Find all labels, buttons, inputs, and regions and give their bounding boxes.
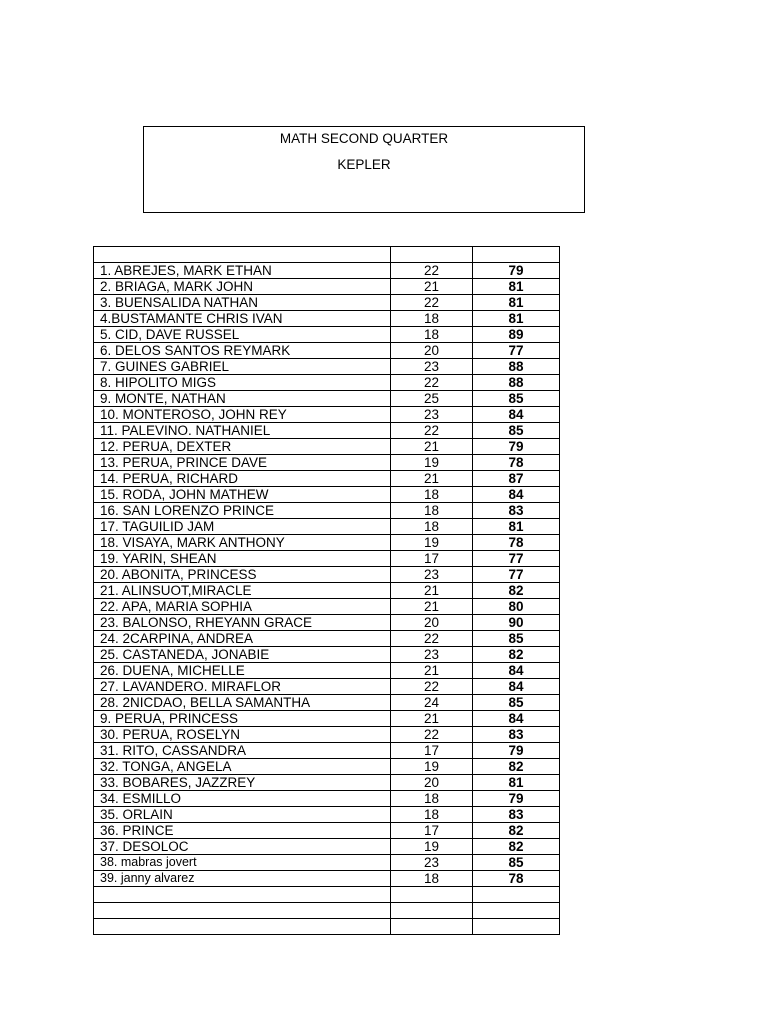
student-name: 36. PRINCE xyxy=(94,823,391,839)
table-row xyxy=(94,839,560,855)
student-grade: 81 xyxy=(473,311,560,327)
student-score: 18 xyxy=(391,327,473,343)
empty-row xyxy=(94,919,560,935)
student-name: 5. CID, DAVE RUSSEL xyxy=(94,327,391,343)
student-score: 19 xyxy=(391,839,473,855)
blank-cell xyxy=(473,247,560,263)
student-name: 23. BALONSO, RHEYANN GRACE xyxy=(94,615,391,631)
blank-cell xyxy=(391,247,473,263)
student-name: 1. ABREJES, MARK ETHAN xyxy=(94,263,391,279)
student-score: 19 xyxy=(391,455,473,471)
student-score: 17 xyxy=(391,551,473,567)
student-grade: 77 xyxy=(473,567,560,583)
student-score: 18 xyxy=(391,311,473,327)
student-score: 22 xyxy=(391,263,473,279)
student-score: 21 xyxy=(391,711,473,727)
student-name: 9. MONTE, NATHAN xyxy=(94,391,391,407)
student-score: 21 xyxy=(391,279,473,295)
student-name: 22. APA, MARIA SOPHIA xyxy=(94,599,391,615)
table-row xyxy=(94,327,560,343)
student-grade: 81 xyxy=(473,775,560,791)
student-grade: 90 xyxy=(473,615,560,631)
student-name: 39. janny alvarez xyxy=(94,871,391,887)
student-name: 8. HIPOLITO MIGS xyxy=(94,375,391,391)
student-score: 21 xyxy=(391,599,473,615)
table-row xyxy=(94,695,560,711)
student-grade: 84 xyxy=(473,711,560,727)
student-name: 21. ALINSUOT,MIRACLE xyxy=(94,583,391,599)
student-name: 33. BOBARES, JAZZREY xyxy=(94,775,391,791)
student-grade: 83 xyxy=(473,807,560,823)
student-grade: 82 xyxy=(473,823,560,839)
student-grade: 87 xyxy=(473,471,560,487)
student-score: 24 xyxy=(391,695,473,711)
student-name: 20. ABONITA, PRINCESS xyxy=(94,567,391,583)
empty-row xyxy=(94,903,560,919)
student-name: 19. YARIN, SHEAN xyxy=(94,551,391,567)
student-grade: 82 xyxy=(473,759,560,775)
student-score: 19 xyxy=(391,535,473,551)
student-grade: 79 xyxy=(473,791,560,807)
student-score: 21 xyxy=(391,439,473,455)
student-name: 18. VISAYA, MARK ANTHONY xyxy=(94,535,391,551)
student-grade: 88 xyxy=(473,375,560,391)
table-row xyxy=(94,855,560,871)
student-grade: 81 xyxy=(473,295,560,311)
table-row xyxy=(94,599,560,615)
student-score: 18 xyxy=(391,503,473,519)
table-row xyxy=(94,663,560,679)
student-score: 20 xyxy=(391,343,473,359)
student-name: 37. DESOLOC xyxy=(94,839,391,855)
table-row xyxy=(94,871,560,887)
table-row xyxy=(94,311,560,327)
table-row xyxy=(94,263,560,279)
student-score: 23 xyxy=(391,647,473,663)
student-name: 15. RODA, JOHN MATHEW xyxy=(94,487,391,503)
table-header-row xyxy=(94,247,560,263)
student-grade: 85 xyxy=(473,631,560,647)
student-grade: 79 xyxy=(473,439,560,455)
student-grade: 84 xyxy=(473,487,560,503)
student-grade: 84 xyxy=(473,679,560,695)
student-grade: 80 xyxy=(473,599,560,615)
student-score: 18 xyxy=(391,807,473,823)
table-row xyxy=(94,423,560,439)
student-score: 22 xyxy=(391,375,473,391)
table-row xyxy=(94,647,560,663)
student-grade: 82 xyxy=(473,647,560,663)
table-row xyxy=(94,679,560,695)
student-name: 7. GUINES GABRIEL xyxy=(94,359,391,375)
blank-cell xyxy=(94,247,391,263)
student-score: 25 xyxy=(391,391,473,407)
empty-row xyxy=(94,887,560,903)
table-row xyxy=(94,567,560,583)
table-row xyxy=(94,711,560,727)
student-name: 3. BUENSALIDA NATHAN xyxy=(94,295,391,311)
student-score: 21 xyxy=(391,663,473,679)
table-row xyxy=(94,455,560,471)
student-grade: 78 xyxy=(473,455,560,471)
table-row xyxy=(94,743,560,759)
student-score: 22 xyxy=(391,631,473,647)
student-score: 23 xyxy=(391,359,473,375)
table-row xyxy=(94,295,560,311)
student-score: 17 xyxy=(391,743,473,759)
student-grade: 77 xyxy=(473,343,560,359)
student-score: 18 xyxy=(391,519,473,535)
student-grade: 88 xyxy=(473,359,560,375)
grades-table xyxy=(93,246,560,935)
student-score: 21 xyxy=(391,583,473,599)
table-row xyxy=(94,583,560,599)
table-row xyxy=(94,791,560,807)
table-row xyxy=(94,391,560,407)
student-name: 34. ESMILLO xyxy=(94,791,391,807)
student-name: 13. PERUA, PRINCE DAVE xyxy=(94,455,391,471)
student-score: 22 xyxy=(391,679,473,695)
student-name: 32. TONGA, ANGELA xyxy=(94,759,391,775)
blank-cell xyxy=(94,903,391,919)
student-name: 2. BRIAGA, MARK JOHN xyxy=(94,279,391,295)
student-grade: 85 xyxy=(473,391,560,407)
student-grade: 83 xyxy=(473,503,560,519)
blank-cell xyxy=(391,903,473,919)
table-row xyxy=(94,407,560,423)
student-grade: 82 xyxy=(473,583,560,599)
document-title: MATH SECOND QUARTER xyxy=(279,131,449,146)
blank-cell xyxy=(391,919,473,935)
student-name: 26. DUENA, MICHELLE xyxy=(94,663,391,679)
student-grade: 85 xyxy=(473,855,560,871)
student-grade: 78 xyxy=(473,535,560,551)
student-score: 22 xyxy=(391,727,473,743)
student-grade: 81 xyxy=(473,519,560,535)
blank-cell xyxy=(391,887,473,903)
student-grade: 85 xyxy=(473,423,560,439)
student-name: 35. ORLAIN xyxy=(94,807,391,823)
student-grade: 83 xyxy=(473,727,560,743)
table-row xyxy=(94,375,560,391)
student-grade: 84 xyxy=(473,663,560,679)
student-name: 12. PERUA, DEXTER xyxy=(94,439,391,455)
table-row xyxy=(94,487,560,503)
table-row xyxy=(94,823,560,839)
student-name: 38. mabras jovert xyxy=(94,855,391,871)
blank-cell xyxy=(94,887,391,903)
student-score: 23 xyxy=(391,567,473,583)
student-name: 14. PERUA, RICHARD xyxy=(94,471,391,487)
student-grade: 89 xyxy=(473,327,560,343)
student-name: 25. CASTANEDA, JONABIE xyxy=(94,647,391,663)
table-row xyxy=(94,759,560,775)
table-row xyxy=(94,471,560,487)
student-name: 17. TAGUILID JAM xyxy=(94,519,391,535)
section-name: KEPLER xyxy=(337,157,391,172)
student-name: 11. PALEVINO. NATHANIEL xyxy=(94,423,391,439)
student-grade: 81 xyxy=(473,279,560,295)
table-row xyxy=(94,439,560,455)
student-score: 18 xyxy=(391,791,473,807)
table-row xyxy=(94,359,560,375)
student-grade: 84 xyxy=(473,407,560,423)
student-name: 4.BUSTAMANTE CHRIS IVAN xyxy=(94,311,391,327)
student-name: 9. PERUA, PRINCESS xyxy=(94,711,391,727)
title-box xyxy=(143,126,585,213)
student-score: 21 xyxy=(391,471,473,487)
student-grade: 79 xyxy=(473,263,560,279)
student-name: 31. RITO, CASSANDRA xyxy=(94,743,391,759)
table-row xyxy=(94,615,560,631)
student-score: 23 xyxy=(391,855,473,871)
student-grade: 78 xyxy=(473,871,560,887)
student-score: 22 xyxy=(391,295,473,311)
student-name: 24. 2CARPINA, ANDREA xyxy=(94,631,391,647)
table-row xyxy=(94,519,560,535)
table-row xyxy=(94,503,560,519)
student-score: 20 xyxy=(391,615,473,631)
blank-cell xyxy=(473,919,560,935)
student-score: 17 xyxy=(391,823,473,839)
student-score: 19 xyxy=(391,759,473,775)
table-row xyxy=(94,551,560,567)
student-grade: 82 xyxy=(473,839,560,855)
student-score: 18 xyxy=(391,871,473,887)
blank-cell xyxy=(94,919,391,935)
student-name: 30. PERUA, ROSELYN xyxy=(94,727,391,743)
student-grade: 79 xyxy=(473,743,560,759)
table-row xyxy=(94,631,560,647)
student-score: 22 xyxy=(391,423,473,439)
student-name: 27. LAVANDERO. MIRAFLOR xyxy=(94,679,391,695)
student-grade: 77 xyxy=(473,551,560,567)
student-name: 10. MONTEROSO, JOHN REY xyxy=(94,407,391,423)
blank-cell xyxy=(473,903,560,919)
student-name: 28. 2NICDAO, BELLA SAMANTHA xyxy=(94,695,391,711)
student-name: 16. SAN LORENZO PRINCE xyxy=(94,503,391,519)
table-row xyxy=(94,727,560,743)
student-score: 20 xyxy=(391,775,473,791)
table-row xyxy=(94,535,560,551)
student-name: 6. DELOS SANTOS REYMARK xyxy=(94,343,391,359)
table-row xyxy=(94,775,560,791)
student-score: 18 xyxy=(391,487,473,503)
table-row xyxy=(94,279,560,295)
table-row xyxy=(94,807,560,823)
blank-cell xyxy=(473,887,560,903)
student-grade: 85 xyxy=(473,695,560,711)
student-score: 23 xyxy=(391,407,473,423)
table-row xyxy=(94,343,560,359)
